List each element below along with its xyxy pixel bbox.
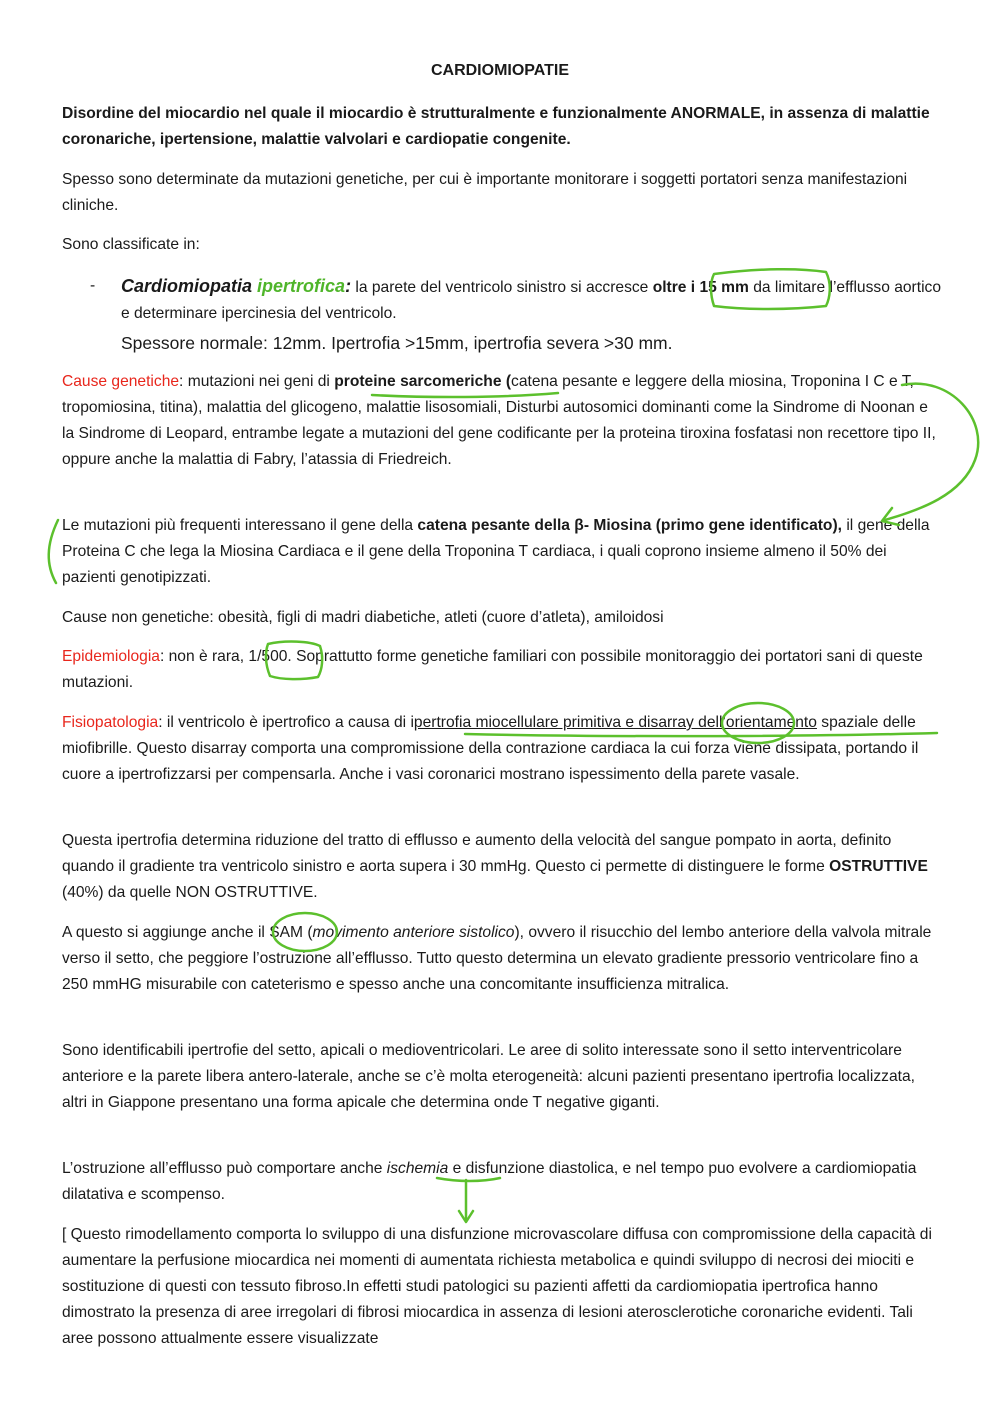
bullet-dash: - bbox=[90, 277, 96, 294]
margin-bracket bbox=[49, 520, 58, 583]
genetic-causes-paragraph bbox=[62, 369, 942, 473]
non-genetic-causes: Cause non genetiche: obesità, figli di madri diabetiche, atleti (cuore d’atleta), amiloidosi bbox=[62, 609, 664, 626]
septum-paragraph: Sono identificabili ipertrofie del setto, apicali o medioventricolari. Le aree di solito interessate sono il setto interventricolare anteriore e la parete libera antero-laterale, anche se c’è molta eterogeneità: alcuni pazienti presentano ipertrofia localizzata, altri in Giappone presentano una forma apicale che determina onde T negative giganti. bbox=[62, 1042, 915, 1111]
classification-intro: Sono classificate in: bbox=[62, 236, 200, 253]
pathophysiology-underlined: pertrofia miocellulare primitiva e disarray dell’orientamento bbox=[413, 714, 817, 731]
pathophysiology-text: : il ventricolo è ipertrofico a causa di i bbox=[158, 714, 414, 731]
bullet-title-highlight: ipertrofica bbox=[257, 276, 346, 296]
bullet-title: Cardiomiopatia bbox=[121, 276, 258, 296]
pathophysiology-paragraph bbox=[62, 710, 942, 788]
down-arrow-head bbox=[459, 1211, 473, 1222]
pathophysiology-text-continued: spaziale delle miofibrille. Questo disarray comporta una compromissione della contrazione cardiaca la cui forza viene dissipata, portando il cuore a ipertrofizzarsi per compensarla. Anche i vasi coronarici mostrano ispessimento della parete vasale. bbox=[62, 714, 919, 783]
sam-text-continued: ), ovvero il risucchio del lembo anteriore della valvola mitrale verso il setto, che peggiore l’ostruzione all’efflusso. Tutto questo determina un elevato gradiente pressorio ventricolare fino a 250 mmHG misurabile con cateterismo e spesso anche una concomitante insufficienza mitralica. bbox=[62, 924, 932, 993]
ischemia-paragraph bbox=[62, 1156, 942, 1208]
bullet-title-colon: : bbox=[345, 276, 352, 296]
obstructive-text-continued: (40%) da quelle NON OSTRUTTIVE. bbox=[62, 884, 318, 901]
prevalence-value: 1/500 bbox=[248, 648, 288, 665]
pathophysiology-label: Fisiopatologia bbox=[62, 714, 159, 731]
mutations-paragraph bbox=[62, 513, 942, 591]
mutations-text: Le mutazioni più frequenti interessano il gene della bbox=[62, 517, 418, 534]
epidemiology-text-continued: . Soprattutto forme genetiche familiari con possibile monitoraggio dei portatori sani di queste mutazioni. bbox=[62, 648, 923, 691]
obstructive-paragraph bbox=[62, 828, 942, 906]
obstructive-bold: OSTRUTTIVE bbox=[829, 858, 928, 875]
beta-myosin-gene: catena pesante della β- Miosina (primo gene identificato), bbox=[417, 517, 842, 534]
sam-text: A questo si aggiunge anche il SAM ( bbox=[62, 924, 313, 941]
genetic-causes-list: catena pesante e leggere della miosina, Troponina I C e T, tropomiosina, titina), malattia del glicogeno, malattie lisosomiali, Disturbi autosomici dominanti come la Sindrome di Noonan e la Sindrome di Leopard, entrambe legate a mutazioni del gene codificante per la proteina tiroxina fosfatasi non recettore tipo II, oppure anche la malattia di Fabry, l’atassia di Friedreich. bbox=[62, 373, 936, 468]
epidemiology-paragraph bbox=[62, 644, 942, 696]
bullet-text-continued: da limitare l’efflusso aortico e determinare ipercinesia del ventricolo. bbox=[121, 279, 942, 322]
page-title: CARDIOMIOPATIE bbox=[430, 62, 570, 79]
epidemiology-label: Epidemiologia bbox=[62, 648, 160, 665]
sam-paragraph bbox=[62, 920, 942, 998]
obstructive-text: Questa ipertrofia determina riduzione del tratto di efflusso e aumento della velocità del sangue pompato in aorta, definito quando il gradiente tra ventricolo sinistro e aorta supera i 30 mmHg. Questo ci permette di distinguere le forme bbox=[62, 832, 892, 875]
bullet-body bbox=[121, 273, 941, 357]
ischemia-italic: ischemia bbox=[386, 1160, 449, 1177]
ischemia-text: L’ostruzione all’efflusso può comportare anche bbox=[62, 1160, 387, 1177]
genetic-monitoring-paragraph: Spesso sono determinate da mutazioni genetiche, per cui è importante monitorare i soggetti portatori senza manifestazioni cliniche. bbox=[62, 171, 908, 214]
normal-thickness-line: Spessore normale: 12mm. Ipertrofia >15mm, ipertrofia severa >30 mm. bbox=[121, 333, 673, 353]
definition-paragraph: Disordine del miocardio nel quale il miocardio è strutturalmente e funzionalmente ANORMALE, in assenza di malattie coronariche, ipertensione, malattie valvolari e cardiopatie congenite. bbox=[62, 105, 930, 148]
sam-italic: movimento anteriore sistolico bbox=[312, 924, 515, 941]
epidemiology-text: : non è rara, bbox=[159, 648, 249, 665]
remodeling-paragraph: [ Questo rimodellamento comporta lo sviluppo di una disfunzione microvascolare diffusa con compromissione della capacità di aumentare la perfusione miocardica nei momenti di aumentata richiesta metabolica e quindi sviluppo di necrosi dei miociti e sostituzione di questi con tessuto fibroso.In effetti studi patologici su pazienti affetti da cardiomiopatia ipertrofica hanno dimostrato la presenza di aree irregolari di fibrosi miocardica in assenza di lesioni aterosclerotiche coronariche evidenti. Tali aree possono attualmente essere visualizzate bbox=[62, 1226, 932, 1347]
thickness-highlight: oltre i 15 mm bbox=[652, 279, 749, 296]
genetic-causes-label: Cause genetiche bbox=[62, 373, 180, 390]
sarcomeric-proteins: proteine sarcomeriche ( bbox=[334, 373, 512, 390]
genetic-causes-text: : mutazioni nei geni di bbox=[179, 373, 335, 390]
bullet-text: la parete del ventricolo sinistro si accresce bbox=[351, 279, 653, 296]
ischemia-text-continued: e disfunzione diastolica, e nel tempo puo evolvere a cardiomiopatia dilatativa e scompenso. bbox=[62, 1160, 917, 1203]
mutations-text-continued: il gene della Proteina C che lega la Miosina Cardiaca e il gene della Troponina T cardiaca, i quali coprono insieme almeno il 50% dei pazienti genotipizzati. bbox=[62, 517, 930, 586]
